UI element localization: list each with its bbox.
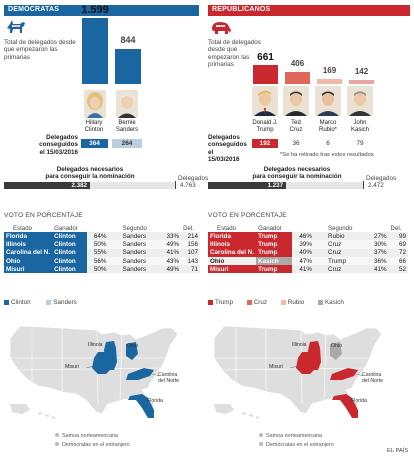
winner-cell: Clinton (52, 249, 87, 257)
sanders-photo (116, 90, 138, 118)
map-label-misuri: Misuri (65, 364, 79, 370)
kasich-photo (347, 86, 373, 116)
rep-delegates-total: 2.472 (368, 182, 384, 189)
rubio-recent-delegates: 6 (326, 140, 330, 147)
dem-total-tick (175, 181, 176, 189)
col-header: Segundo (328, 224, 353, 232)
rep-candidate-name: John Kasich (350, 120, 369, 133)
delegates-cell: 52 (398, 265, 406, 273)
donkey-icon (5, 19, 27, 35)
table-row (208, 257, 408, 265)
rep-candidate-name: Ted Cruz (289, 120, 303, 133)
winner-cell: Kasich (256, 257, 292, 265)
winner-pct-cell: 39% (299, 240, 313, 248)
dem-total-bar (82, 18, 108, 84)
map-label-illinois: Illinois (88, 342, 103, 348)
winner-pct-cell: 46% (299, 232, 313, 240)
second-pct-cell: 41% (166, 249, 180, 257)
rep-vote-title: VOTO EN PORCENTAJE (208, 212, 287, 219)
table-row (208, 232, 408, 240)
table-row (208, 249, 408, 257)
winner-cell: Trump (256, 240, 292, 248)
delegates-cell: 69 (398, 240, 406, 248)
map-label-misuri: Misuri (269, 364, 283, 370)
second-cell: Cruz (328, 249, 342, 257)
legend-item: Rubio (281, 299, 304, 306)
delegates-cell: 66 (398, 257, 406, 265)
col-header: Del. (390, 224, 402, 232)
table-row (208, 240, 408, 248)
rep-candidate-name: Donald J. Trump (252, 120, 278, 133)
legend-item: Kasich (318, 299, 344, 306)
winner-cell: Clinton (52, 232, 87, 240)
second-cell: Sanders (122, 257, 146, 265)
state-cell: Misuri (4, 265, 52, 273)
sanders-recent-delegates: 264 (112, 139, 142, 148)
rep-candidate-name: Marco Rubio* (318, 120, 337, 133)
dem-legend (4, 299, 77, 306)
rep-total-value: 169 (322, 66, 337, 76)
second-pct-cell: 49% (166, 265, 180, 273)
second-pct-cell: 27% (373, 232, 387, 240)
dem-total-value: 844 (120, 35, 136, 46)
dem-header: DEMÓCRATAS (4, 5, 199, 16)
rep-note: Samoa norteamericana (259, 433, 322, 439)
rep-total-value: 142 (354, 66, 369, 76)
rubio-photo (315, 86, 341, 116)
state-cell: Illinois (208, 240, 256, 248)
table-row (4, 240, 200, 248)
map-label-carolina: Carolina del Norte (158, 372, 180, 384)
dem-total-label: Total de delegados desde que empezaron las primarias (4, 39, 76, 61)
dem-vote-table (4, 224, 200, 273)
rep-needed-fill: 1.237 (208, 182, 286, 189)
legend-item: Clinton (4, 299, 31, 306)
state-cell: Florida (208, 232, 256, 240)
winner-cell: Trump (256, 249, 292, 257)
state-cell: Ohio (208, 257, 256, 265)
second-pct-cell: 30% (373, 240, 387, 248)
rep-us-map (206, 318, 406, 424)
rep-total-bar (253, 65, 278, 84)
second-cell: Rubio (328, 232, 345, 240)
second-pct-cell: 41% (373, 265, 387, 273)
second-pct-cell: 37% (373, 249, 387, 257)
dem-total-value: 1.599 (81, 4, 109, 17)
second-pct-cell: 49% (166, 240, 180, 248)
col-header: Segundo (122, 224, 147, 232)
second-pct-cell: 33% (166, 232, 180, 240)
dem-needed-label: Delegados necesarios para conseguir la nominación (45, 166, 135, 181)
state-cell: Misuri (208, 265, 256, 273)
second-pct-cell: 36% (373, 257, 387, 265)
state-cell: Carolina del N. (6, 249, 51, 257)
second-cell: Sanders (122, 232, 146, 240)
winner-pct-cell: 40% (299, 249, 313, 257)
state-cell: Florida (4, 232, 52, 240)
second-cell: Cruz (328, 240, 342, 248)
dem-total-bar (115, 49, 141, 84)
table-row (4, 249, 200, 257)
rep-footnote: *Se ha retirado tras estos resultados (280, 152, 374, 158)
second-cell: Sanders (122, 265, 146, 273)
rep-total-tick (363, 181, 364, 189)
col-header: Del. (183, 224, 194, 232)
cruz-recent-delegates: 36 (292, 140, 300, 147)
credit: EL PAÍS (387, 448, 409, 454)
winner-pct-cell: 50% (93, 265, 107, 273)
delegates-cell: 99 (398, 232, 406, 240)
legend-item: Cruz (247, 299, 267, 306)
winner-pct-cell: 55% (93, 249, 107, 257)
rep-note: Demócratas en el extranjero (259, 442, 334, 448)
winner-cell: Trump (256, 232, 292, 240)
col-header: Estado (217, 224, 236, 232)
rep-needed-label: Delegados necesarios para conseguir la nominación (252, 166, 342, 181)
rep-vote-table (208, 224, 408, 273)
winner-pct-cell: 56% (93, 257, 107, 265)
col-header: Ganador (54, 224, 78, 232)
winner-cell: Clinton (52, 257, 87, 265)
state-cell: Carolina del N. (210, 249, 255, 257)
clinton-recent-delegates: 364 (81, 139, 108, 148)
second-cell: Cruz (328, 265, 342, 273)
delegates-cell: 143 (187, 257, 198, 265)
winner-cell: Trump (256, 265, 292, 273)
rep-total-value: 406 (290, 59, 305, 69)
col-header: Estado (13, 224, 32, 232)
legend-item: Sanders (46, 299, 76, 306)
delegates-cell: 156 (187, 240, 198, 248)
dem-delegates-word: Delegados (178, 175, 209, 182)
state-cell: Illinois (4, 240, 52, 248)
cruz-photo (283, 86, 309, 116)
dem-delegates-total: 4.763 (180, 182, 196, 189)
map-label-illinois: Illinois (292, 342, 307, 348)
col-header: Ganador (258, 224, 282, 232)
rep-header: REPUBLICANOS (208, 5, 410, 16)
rep-total-value: 661 (257, 51, 274, 63)
winner-pct-cell: 64% (93, 232, 107, 240)
delegates-cell: 107 (187, 249, 198, 257)
winner-pct-cell: 41% (299, 265, 313, 273)
table-row (4, 257, 200, 265)
trump-recent-delegates: 192 (252, 139, 278, 148)
rep-recent-label: Delegados conseguidos el 15/03/2016 (208, 134, 247, 163)
dem-candidate-name: Bernie Sanders (115, 120, 139, 133)
elephant-icon (210, 20, 232, 36)
dem-needed-fill: 2.382 (4, 182, 90, 189)
second-cell: Sanders (122, 240, 146, 248)
second-cell: Sanders (122, 249, 146, 257)
map-label-carolina: Carolina del Norte (362, 372, 384, 384)
table-row (4, 265, 200, 273)
dem-us-map (2, 318, 202, 424)
delegates-cell: 214 (187, 232, 198, 240)
dem-note: Samoa norteamericana (55, 433, 118, 439)
winner-cell: Clinton (52, 240, 87, 248)
winner-cell: Clinton (52, 265, 87, 273)
map-label-ohio: Ohio (331, 343, 342, 349)
dem-candidate-name: Hillary Clinton (84, 120, 104, 133)
dem-note: Demócratas en el extranjero (55, 442, 130, 448)
second-pct-cell: 43% (166, 257, 180, 265)
map-label-florida: Florida (351, 398, 367, 404)
rep-total-bar (317, 79, 342, 84)
winner-pct-cell: 50% (93, 240, 107, 248)
state-cell: Ohio (4, 257, 52, 265)
rep-legend (208, 299, 344, 306)
map-label-ohio: Ohio (127, 343, 138, 349)
rep-total-bar (285, 72, 310, 84)
clinton-photo (84, 90, 106, 118)
table-row (4, 232, 200, 240)
legend-item: Trump (208, 299, 233, 306)
map-label-florida: Florida (147, 398, 163, 404)
rep-total-bar (349, 80, 374, 84)
dem-vote-title: VOTO EN PORCENTAJE (4, 212, 83, 219)
delegates-cell: 72 (398, 249, 406, 257)
rep-total-label: Total de delegados desde que empezaron las primarias (208, 39, 261, 68)
trump-photo (252, 86, 278, 116)
second-cell: Trump (328, 257, 346, 265)
kasich-recent-delegates: 79 (356, 140, 364, 147)
rep-delegates-word: Delegados (366, 175, 397, 182)
winner-pct-cell: 47% (299, 257, 313, 265)
table-row (208, 265, 408, 273)
dem-recent-label: Delegados conseguidos el 15/03/2016 (39, 134, 78, 156)
delegates-cell: 71 (190, 265, 198, 273)
